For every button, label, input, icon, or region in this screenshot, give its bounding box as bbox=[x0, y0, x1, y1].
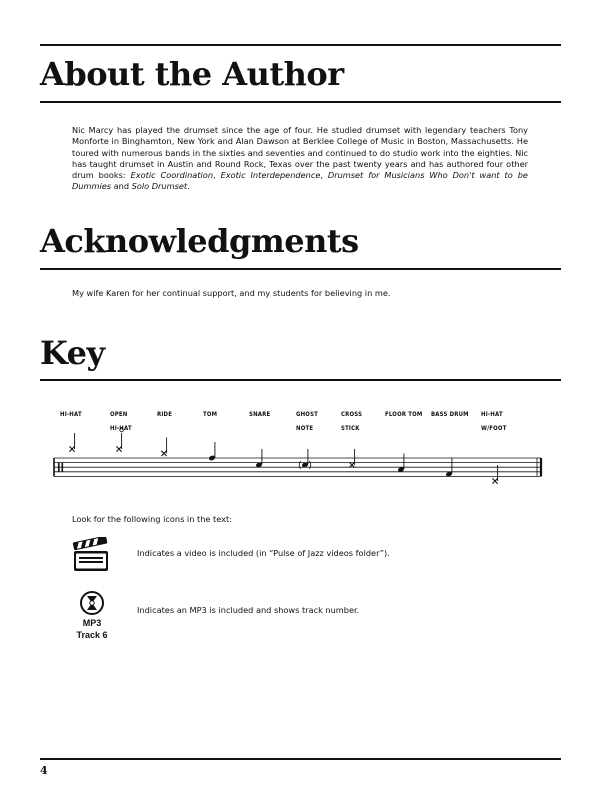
about-paragraph: Nic Marcy has played the drumset since the age of four. He studied drumset with legendary teachers Tony Monforte in Binghamton, New York and Alan Dawson at Berklee College of Music in Boston, Massachusetts. He toured with numerous bands in the sixties and seventies and continued to do studio work into the eighties. Nic has taught drumset in Austin and Round Rock, Texas over the past twenty years and has authored four other drum books: Exotic Coordination, Exotic Interdependence, Drumset for Musicians Who Don't want to be Dummies and Solo Drumset. bbox=[72, 125, 528, 192]
instrument-label: GHOST bbox=[296, 411, 319, 418]
instrument-label: TOM bbox=[203, 411, 218, 418]
instrument-label-line2: NOTE bbox=[296, 425, 314, 432]
icons-intro: Look for the following icons in the text: bbox=[72, 514, 232, 524]
drum-note bbox=[492, 465, 497, 484]
drum-note bbox=[69, 433, 74, 452]
video-icon-description: Indicates a video is included (in “Pulse of Jazz videos folder”). bbox=[137, 548, 390, 558]
note-head-x bbox=[161, 451, 166, 456]
about-text-start: Nic Marcy has played the drumset since the age of four. He studied drumset with legendary teachers Tony Monforte in Binghamton, New York and Alan Dawson at Berklee College of Music in Boston, Massachusetts. He toured with numerous bands in the sixties and seventies and continued to do studio work into the eighties. Nic has taught drumset in Austin and Round Rock, Texas over the past twenty years and has authored four other drum books: bbox=[72, 125, 528, 181]
percussion-clef bbox=[62, 463, 64, 472]
instrument-label: HI-HAT bbox=[481, 411, 503, 418]
book-title-4: Solo Drumset bbox=[131, 181, 188, 192]
acknowledgments-heading: Acknowledgments bbox=[40, 222, 359, 260]
book-title-3: Drumset for Musicians Who Don't want to be Dummies bbox=[72, 170, 528, 192]
track-label: Track 6 bbox=[76, 630, 108, 640]
drum-note bbox=[299, 449, 311, 469]
key-heading: Key bbox=[40, 334, 105, 372]
book-title-1: Exotic Coordination bbox=[130, 170, 214, 181]
instrument-label: FLOOR TOM bbox=[385, 411, 423, 418]
open-mark bbox=[120, 428, 124, 432]
instrument-label-line2: W/FOOT bbox=[481, 425, 507, 432]
ghost-paren-left bbox=[299, 461, 300, 469]
note-head-x bbox=[492, 478, 497, 483]
instrument-label: BASS DRUM bbox=[431, 411, 469, 418]
drum-note bbox=[397, 454, 404, 473]
drum-note bbox=[208, 442, 215, 461]
drum-note bbox=[445, 458, 452, 477]
mp3-label: MP3 bbox=[82, 618, 102, 628]
instrument-label-line2: HI-HAT bbox=[110, 425, 132, 432]
instrument-label: CROSS bbox=[341, 411, 363, 418]
note-head-x bbox=[116, 446, 121, 451]
page-number: 4 bbox=[40, 764, 48, 777]
ghost-paren-right bbox=[310, 461, 311, 469]
note-head-x bbox=[69, 446, 74, 451]
instrument-label: OPEN bbox=[110, 411, 128, 418]
acknowledgments-heading-rule bbox=[40, 268, 561, 270]
key-heading-rule bbox=[40, 379, 561, 381]
instrument-label: SNARE bbox=[249, 411, 271, 418]
instrument-label: HI-HAT bbox=[60, 411, 82, 418]
footer-rule bbox=[40, 758, 561, 760]
video-icon bbox=[72, 537, 110, 578]
about-heading-rule bbox=[40, 101, 561, 103]
mp3-icon bbox=[72, 590, 112, 640]
mp3-icon-description: Indicates an MP3 is included and shows track number. bbox=[137, 605, 360, 615]
about-heading: About the Author bbox=[40, 55, 344, 93]
acknowledgments-text: My wife Karen for her continual support, and my students for believing in me. bbox=[72, 288, 391, 298]
drum-note bbox=[116, 428, 123, 451]
instrument-label-line2: STICK bbox=[341, 425, 360, 432]
drum-key-notation bbox=[40, 404, 561, 494]
top-rule bbox=[40, 44, 561, 46]
drum-note bbox=[161, 437, 166, 456]
book-title-2: Exotic Interdependence bbox=[220, 170, 321, 181]
percussion-clef bbox=[58, 463, 60, 472]
note-head-x bbox=[349, 462, 354, 467]
instrument-label: RIDE bbox=[157, 411, 173, 418]
drum-staff bbox=[40, 404, 561, 494]
drum-note bbox=[255, 449, 262, 468]
